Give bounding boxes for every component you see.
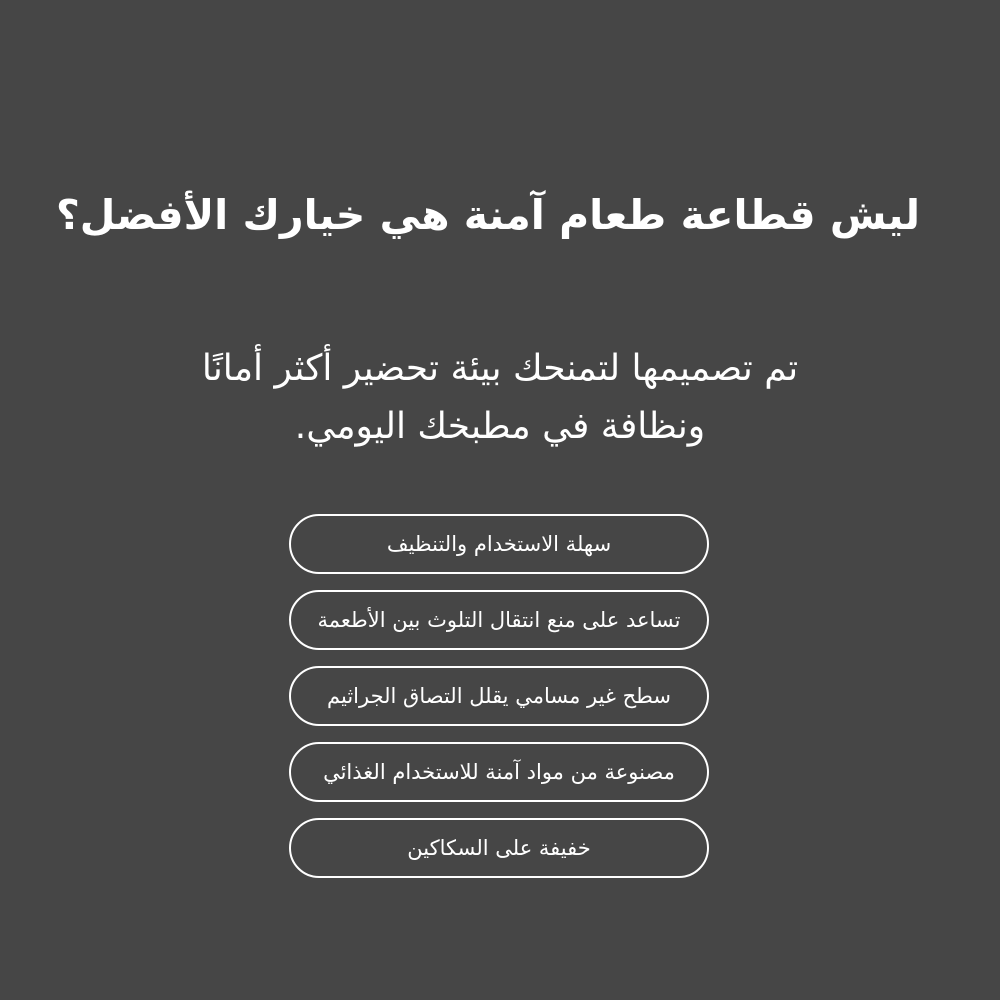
- feature-pill-food-safe: مصنوعة من مواد آمنة للاستخدام الغذائي: [289, 742, 709, 802]
- intro-line-2: ونظافة في مطبخك اليومي.: [294, 406, 706, 447]
- intro-paragraph: [130, 340, 870, 456]
- feature-pill-easy-clean: سهلة الاستخدام والتنظيف: [289, 514, 709, 574]
- intro-line-1: تم تصميمها لتمنحك بيئة تحضير أكثر أمانًا: [201, 348, 799, 389]
- feature-list: [289, 514, 709, 894]
- feature-pill-cross-contamination: تساعد على منع انتقال التلوث بين الأطعمة: [289, 590, 709, 650]
- headline: ليش قطاعة طعام آمنة هي خيارك الأفضل؟: [55, 191, 920, 239]
- feature-pill-knife-friendly: خفيفة على السكاكين: [289, 818, 709, 878]
- feature-pill-non-porous: سطح غير مسامي يقلل التصاق الجراثيم: [289, 666, 709, 726]
